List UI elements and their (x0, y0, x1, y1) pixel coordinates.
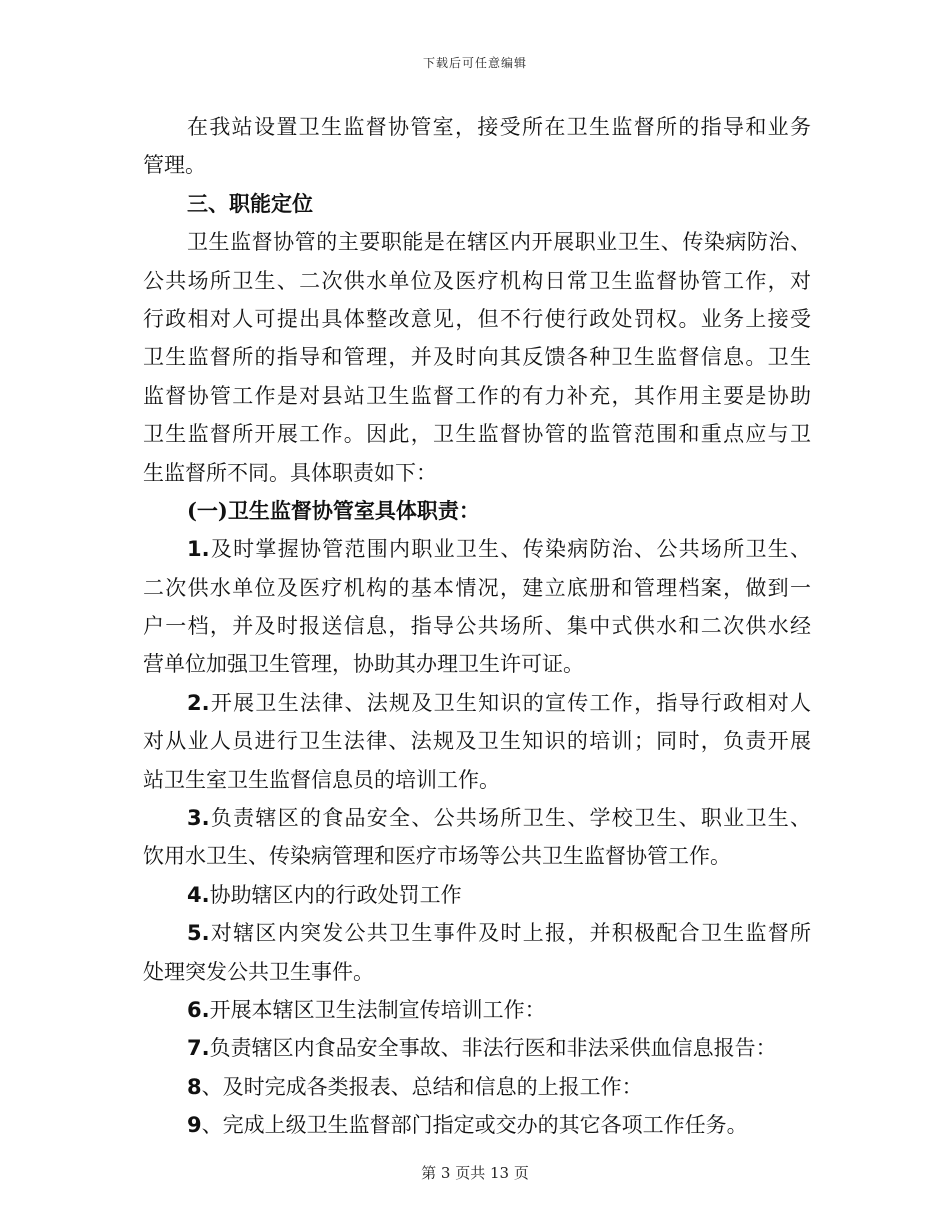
line-text: 生监督所不同。具体职责如下： (143, 460, 437, 485)
line-text: 户一档，并及时报送信息，指导公共场所、集中式供水和二次供水经 (143, 614, 811, 639)
paragraph-line (143, 415, 811, 453)
line-text: 处理突发公共卫生事件。 (143, 959, 374, 984)
line-text: 二次供水单位及医疗机构的基本情况，建立底册和管理档案，做到一 (143, 575, 811, 600)
list-item-line (143, 799, 811, 837)
line-text: 、完成上级卫生监督部门指定或交办的其它各项工作任务。 (201, 1113, 748, 1138)
line-text: 负责辖区内食品安全事故、非法行医和非法采供血信息报告： (209, 1036, 777, 1061)
list-item-line (143, 1106, 811, 1144)
line-text: 饮用水卫生、传染病管理和医疗市场等公共卫生监督协管工作。 (143, 844, 731, 869)
line-text: 三、职能定位 (187, 190, 313, 216)
line-text: 负责辖区的食品安全、公共场所卫生、学校卫生、职业卫生、 (209, 806, 811, 831)
line-text: 卫生监督所开展工作。因此，卫生监督协管的监管范围和重点应与卫 (143, 422, 811, 447)
paragraph-line (143, 146, 811, 184)
line-text: 开展本辖区卫生法制宣传培训工作： (209, 997, 546, 1022)
list-number: 3. (187, 806, 210, 831)
line-text: 及时掌握协管范围内职业卫生、传染病防治、公共场所卫生、 (209, 537, 811, 562)
line-text: 公共场所卫生、二次供水单位及医疗机构日常卫生监督协管工作，对 (143, 268, 811, 293)
section-heading (143, 185, 811, 223)
line-text: 卫生监督所的指导和管理，并及时向其反馈各种卫生监督信息。卫生 (143, 345, 811, 370)
paragraph-line (143, 262, 811, 300)
paragraph-line (143, 300, 811, 338)
line-text: (一)卫生监督协管室具体职责： (187, 497, 480, 523)
paragraph-line (143, 645, 811, 683)
list-item-line (143, 530, 811, 568)
line-text: 协助辖区内的行政处罚工作 (209, 882, 462, 907)
paragraph-line (143, 722, 811, 760)
paragraph-line (143, 377, 811, 415)
paragraph-line (143, 223, 811, 261)
list-number: 1. (187, 537, 210, 562)
list-item-line (143, 991, 811, 1029)
paragraph-line (143, 953, 811, 991)
paragraph-line (143, 607, 811, 645)
line-text: 站卫生室卫生监督信息员的培训工作。 (143, 767, 500, 792)
line-text: 在我站设置卫生监督协管室，接受所在卫生监督所的指导和业务 (187, 115, 811, 139)
list-number: 9 (187, 1113, 202, 1138)
page-header: 下载后可任意编辑 (422, 56, 527, 70)
list-number: 7. (187, 1036, 210, 1061)
paragraph-line (143, 454, 811, 492)
line-text: 监督协管工作是对县站卫生监督工作的有力补充，其作用主要是协助 (143, 383, 811, 408)
list-number: 2. (187, 690, 210, 715)
line-text: 卫生监督协管的主要职能是在辖区内开展职业卫生、传染病防治、 (187, 230, 811, 255)
line-text: 管理。 (143, 153, 206, 178)
page-footer: 第 3 页共 13 页 (421, 1164, 529, 1182)
list-number: 4. (187, 882, 210, 907)
list-number: 5. (187, 921, 210, 946)
list-item-line (143, 914, 811, 952)
paragraph-line (143, 108, 811, 146)
paragraph-line (143, 338, 811, 376)
line-text: 、及时完成各类报表、总结和信息的上报工作： (201, 1074, 643, 1099)
paragraph-line (143, 569, 811, 607)
list-number: 6. (187, 997, 210, 1022)
paragraph-line (143, 761, 811, 799)
line-text: 对从业人员进行卫生法律、法规及卫生知识的培训；同时，负责开展 (143, 729, 811, 754)
line-text: 对辖区内突发公共卫生事件及时上报，并积极配合卫生监督所 (209, 921, 811, 946)
line-text: 行政相对人可提出具体整改意见，但不行使行政处罚权。业务上接受 (143, 306, 811, 331)
list-item-line (143, 684, 811, 722)
list-item-line (143, 1029, 811, 1067)
paragraph-line (143, 837, 811, 875)
list-item-line (143, 876, 811, 914)
line-text: 开展卫生法律、法规及卫生知识的宣传工作，指导行政相对人 (209, 690, 811, 715)
list-number: 8 (187, 1074, 202, 1099)
line-text: 营单位加强卫生管理，协助其办理卫生许可证。 (143, 652, 584, 677)
list-item-line (143, 1068, 811, 1106)
document-body (143, 108, 811, 1145)
section-heading (143, 492, 811, 530)
